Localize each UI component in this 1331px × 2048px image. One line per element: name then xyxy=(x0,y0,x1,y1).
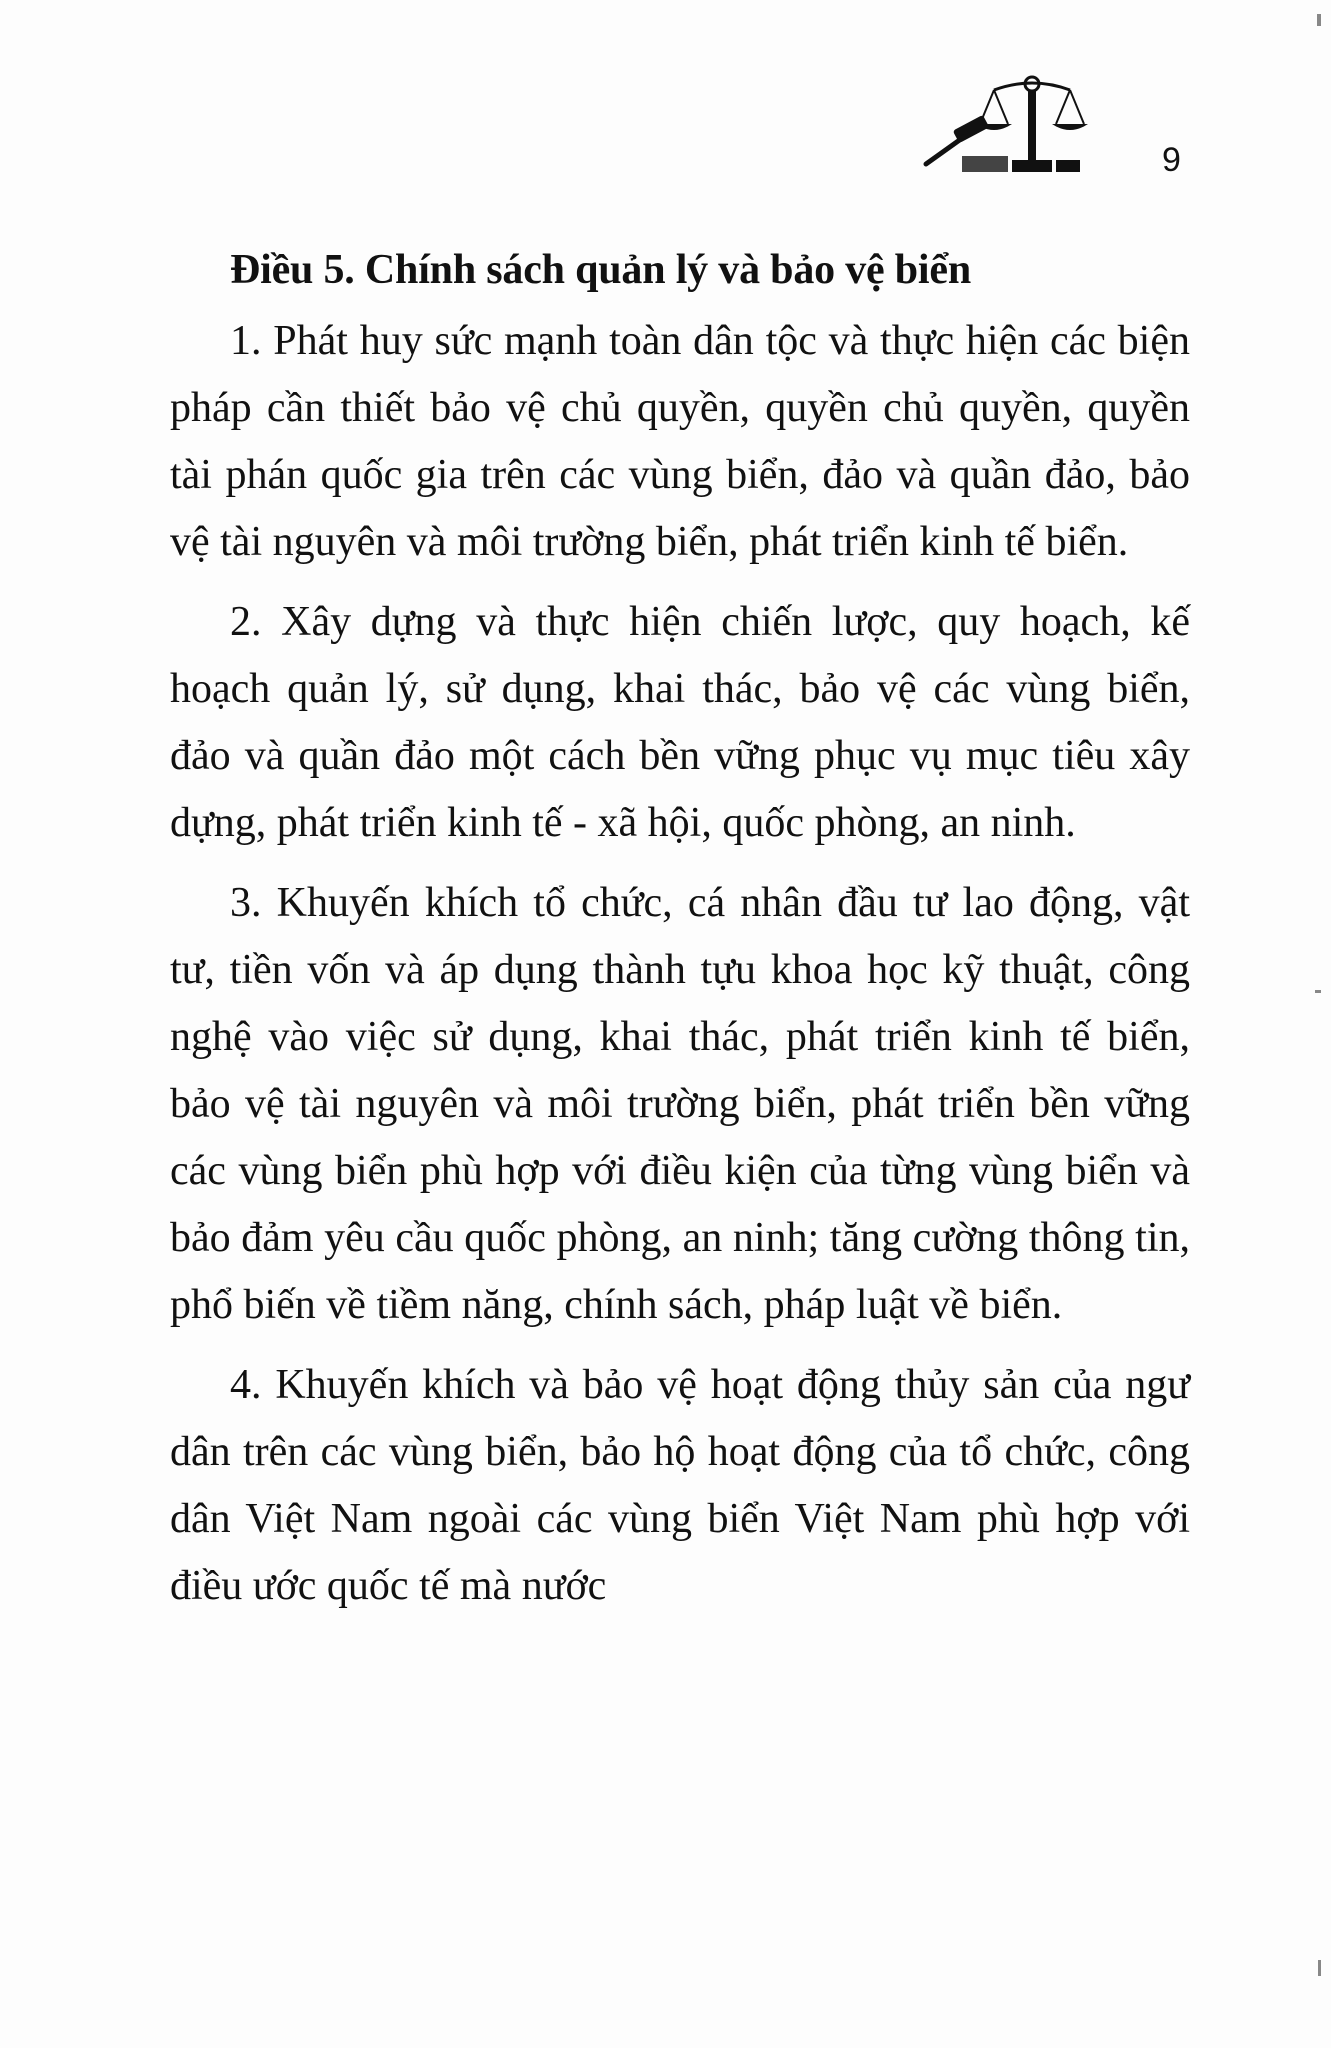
article-title: Điều 5. Chính sách quản lý và bảo vệ biển xyxy=(230,247,971,293)
scales-of-justice-gavel-icon xyxy=(916,68,1106,178)
clause-2: 2. Xây dựng và thực hiện chiến lược, quy hoạch, kế hoạch quản lý, sử dụng, khai thác, bảo vệ các vùng biển, đảo và quần đảo một cách bền vững phục vụ mục tiêu xây dựng, phát triển kinh tế - xã hội, quốc phòng, an ninh. xyxy=(170,599,1190,846)
page-number: 9 xyxy=(1162,141,1181,179)
scan-edge-mark xyxy=(1315,990,1321,993)
clause-3: 3. Khuyến khích tổ chức, cá nhân đầu tư lao động, vật tư, tiền vốn và áp dụng thành tựu khoa học kỹ thuật, công nghệ vào việc sử dụng, khai thác, phát triển kinh tế biển, bảo vệ tài nguyên và môi trường biển, phát triển bền vững các vùng biển phù hợp với điều kiện của từng vùng biển và bảo đảm yêu cầu quốc phòng, an ninh; tăng cường thông tin, phổ biến về tiềm năng, chính sách, pháp luật về biển. xyxy=(170,880,1190,1328)
clause-4: 4. Khuyến khích và bảo vệ hoạt động thủy sản của ngư dân trên các vùng biển, bảo hộ hoạt động của tổ chức, công dân Việt Nam ngoài các vùng biển Việt Nam phù hợp với điều ước quốc tế mà nước xyxy=(170,1362,1190,1609)
clause-1: 1. Phát huy sức mạnh toàn dân tộc và thực hiện các biện pháp cần thiết bảo vệ chủ quyền, quyền chủ quyền, quyền tài phán quốc gia trên các vùng biển, đảo và quần đảo, bảo vệ tài nguyên và môi trường biển, phát triển kinh tế biển. xyxy=(170,318,1190,565)
scan-edge-mark xyxy=(1317,14,1321,26)
scan-edge-mark xyxy=(1318,1960,1321,1976)
article-body xyxy=(170,240,1190,1633)
page-header xyxy=(900,60,1200,180)
